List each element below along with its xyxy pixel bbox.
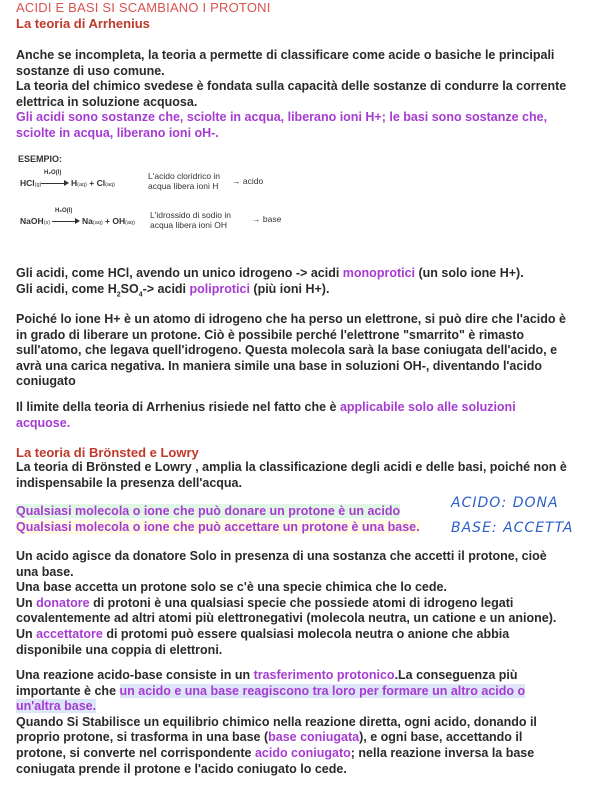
text-line: coniugato xyxy=(16,374,76,389)
text-line: Anche se incompleta, la teoria a permette di classificare come acide o basiche le principali xyxy=(16,48,555,62)
eq2-arrow xyxy=(52,221,78,222)
text-line: in grado di liberare un protone. Ciò è possibile perché l'elettrone "smarrito" è rimasto xyxy=(16,327,524,342)
paragraph-bronsted xyxy=(16,460,596,491)
text-line: indispensabile la presenza dell'acqua. xyxy=(16,475,242,490)
text-line: disponibile una coppia di elettroni. xyxy=(16,642,223,657)
paragraph-limit: Il limite della teoria di Arrhenius risiede nel fatto che è applicabile solo alle soluzioni acquose. xyxy=(16,400,516,430)
paragraph-reaction: Una reazione acido-base consiste in un trasferimento protonico.La conseguenza più importante è che un acido e una base reagiscono tra loro per formare un altro acido o un'altra base. Quando Si Stabilisce un equilibrio chimico nella reazione diretta, ogni acido, donando il proprio protone, si trasforma in una base (base coniugata), e ogni base, accettando il protone, si converte nel corrispondente acido coniugato; nella reazione inversa la base coniugata prende il protone e l'acido coniugato lo cede. xyxy=(16,668,596,777)
text-line: La teoria del chimico svedese è fondata sulla capacità delle sostanze di condurre la corrente xyxy=(16,79,567,94)
example-title: ESEMPIO: xyxy=(18,154,63,164)
eq2-result: → base xyxy=(252,214,282,224)
text-line: sostanze di uso comune. xyxy=(16,63,165,78)
donor-line: Un donatore di protoni è una qualsiasi specie che possiede atomi di idrogeno legati xyxy=(16,595,514,610)
section-title-arrhenius: La teoria di Arrhenius xyxy=(16,16,150,31)
paragraph-donor-acceptor xyxy=(16,549,596,658)
paragraph-proton xyxy=(16,312,596,390)
text-line: La teoria di Brönsted e Lowry , amplia la classificazione degli acidi e delle basi, poiché non è xyxy=(16,460,567,474)
paragraph-intro xyxy=(16,48,596,142)
polyprotic-line: Gli acidi, come $H_2SO_4->$ acidi poliprotici (più ioni H+). xyxy=(16,281,330,299)
monoprotic-line: Gli acidi, come HCl, avendo un unico idrogeno -> acidi monoprotici (un solo ione H+). xyxy=(16,266,524,280)
text-line: Un acido agisce da donatore Solo in presenza di una sostanza che accetti il protone, cioè xyxy=(16,549,547,563)
eq2-products: Na(aq) + OH(aq) xyxy=(82,216,135,226)
paragraph-protic xyxy=(16,266,596,303)
text-line: avrà una carica negativa. In maniera simile una base in soluzioni OH-, diventando l'acido xyxy=(16,358,543,373)
eq1-note: L'acido cloridrico in acqua libera ioni H xyxy=(148,171,221,191)
eq1-arrow xyxy=(41,183,67,184)
eq2-arrow-label: H₂O(l) xyxy=(55,208,73,214)
handwritten-note-base: BASE: ACCETTA xyxy=(451,520,574,536)
handwritten-note-acid: ACIDO: DONA xyxy=(451,495,559,511)
base-definition: Qualsiasi molecola o ione che può accettare un protone è una base. xyxy=(16,519,420,534)
section-title-bronsted: La teoria di Brönsted e Lowry xyxy=(16,445,199,460)
definition-line: sciolte in acqua, liberano ioni oH-. xyxy=(16,125,219,140)
acceptor-line: Un accettatore di protomi può essere qualsiasi molecola neutra o anione che abbia xyxy=(16,626,510,641)
text-line: sull'atomo, che legava quell'idrogeno. Questa molecola sarà la base coniugata dell'acido, e xyxy=(16,343,558,358)
text-line: una base. xyxy=(16,564,74,579)
eq1-arrow-label: H₂O(l) xyxy=(44,170,62,176)
eq1-result: → acido xyxy=(232,176,264,186)
acid-definition: Qualsiasi molecola o ione che può donare un protone è un acido xyxy=(16,504,401,518)
text-line: Quando Si Stabilisce un equilibrio chimico nella reazione diretta, ogni acido, donando il xyxy=(16,714,537,729)
text-line: coniugata prende il protone e l'acido coniugato lo cede. xyxy=(16,761,347,776)
text-line: elettrica in soluzione acquosa. xyxy=(16,94,198,109)
text-line: Una base accetta un protone solo se c'è una specie chimica che lo cede. xyxy=(16,580,447,595)
eq2-reactant: NaOH(s) xyxy=(20,216,51,226)
text-line: Poiché lo ione H+ è un atomo di idrogeno che ha perso un elettrone, si può dire che l'acido è xyxy=(16,312,566,326)
page-header: ACIDI E BASI SI SCAMBIANO I PROTONI xyxy=(16,0,271,15)
definition-line: Gli acidi sono sostanze che, sciolte in acqua, liberano ioni H+; le basi sono sostanze che, xyxy=(16,110,548,125)
eq1-reactant: HCl(g) xyxy=(20,178,42,188)
text-line: covalentemente ad altri atomi più elettronegativi (molecola neutra, un catione e un anione). xyxy=(16,611,557,626)
eq2-note: L'idrossido di sodio in acqua libera ioni OH xyxy=(150,210,232,230)
eq1-products: H(aq) + Cl(aq) xyxy=(71,178,115,188)
